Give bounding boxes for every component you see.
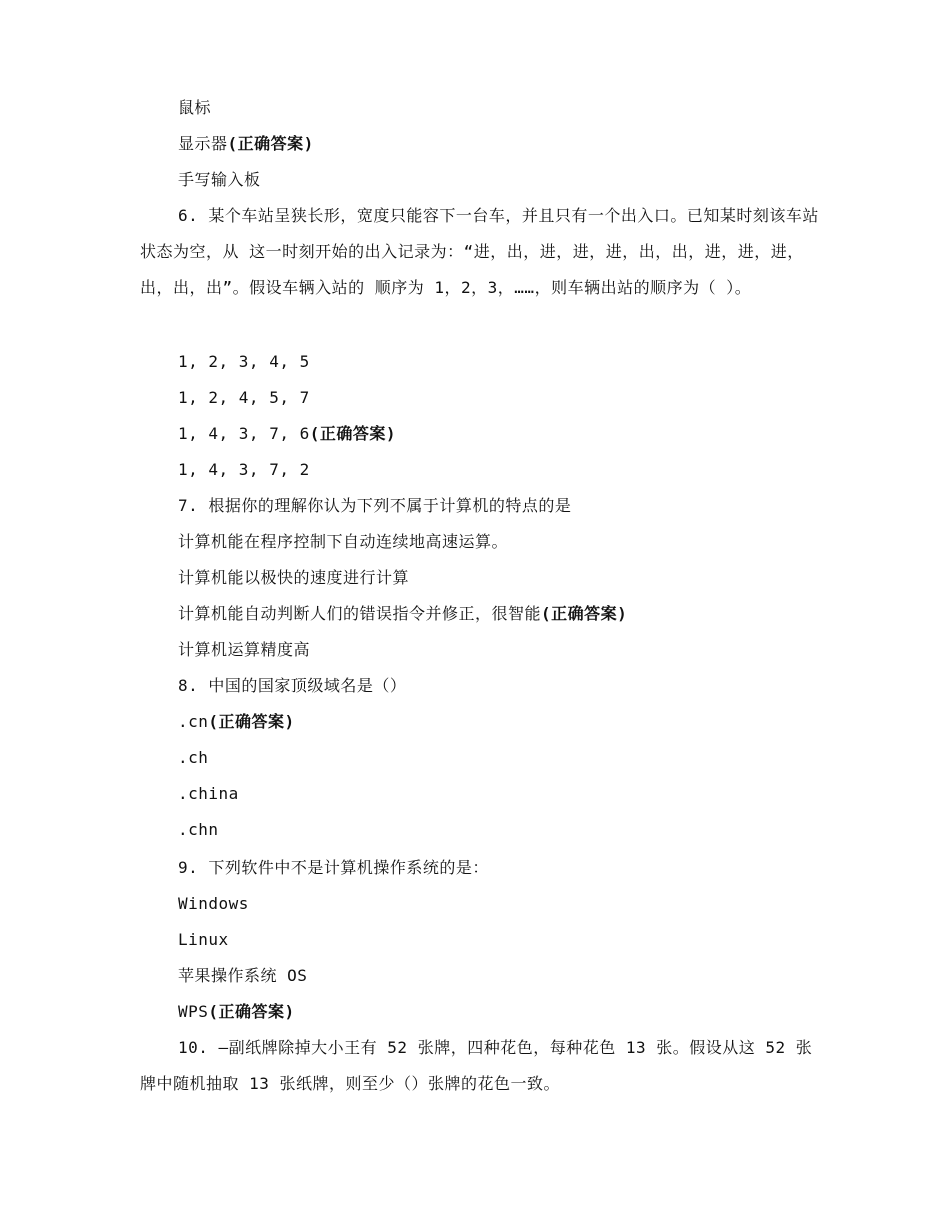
option-text: .chn [178,820,219,839]
question-text: 9. 下列软件中不是计算机操作系统的是： [178,858,489,877]
option-text: 1, 4, 3, 7, 6 [178,424,310,443]
option-text: 显示器 [178,134,228,153]
question-10: 10. —副纸牌除掉大小王有 52 张牌，四种花色，每种花色 13 张。假设从这 52 张牌中随机抽取 13 张纸牌，则至少（）张牌的花色一致。 [140,1038,813,1093]
option-text: 手写输入板 [178,170,261,189]
option-tablet [178,170,261,190]
q6-option-a [178,352,310,372]
option-text: 计算机运算精度高 [178,640,311,659]
question-text: 7. 根据你的理解你认为下列不属于计算机的特点的是 [178,496,572,515]
option-text: 1, 2, 3, 4, 5 [178,352,310,371]
option-text: WPS [178,1002,209,1021]
question-9 [178,858,489,878]
q6-option-d [178,460,310,480]
option-text: .china [178,784,239,803]
option-text: 计算机能以极快的速度进行计算 [178,568,410,587]
option-text: 计算机能在程序控制下自动连续地高速运算。 [178,532,509,551]
q8-option-a [178,712,295,732]
q6-option-c [178,424,396,444]
correct-answer-mark: (正确答案) [227,134,314,153]
q9-option-a [178,894,249,914]
option-text: 计算机能自动判断人们的错误指令并修正，很智能 [178,604,542,623]
correct-answer-mark: (正确答案) [309,424,397,443]
correct-answer-mark: (正确答案) [208,712,295,731]
question-8 [178,676,406,696]
option-mouse [178,98,211,118]
option-text: 鼠标 [178,98,212,117]
option-text: 1, 4, 3, 7, 2 [178,460,310,479]
q9-option-c [178,966,307,986]
q7-option-a [178,532,508,552]
question-6: 6. 某个车站呈狭长形，宽度只能容下一台车，并且只有一个出入口。已知某时刻该车站状态为空，从 这一时刻开始的出入记录为：“进，出，进，进，进，出，出，进，进，进，出，出，出”。假设车辆入站的 顺序为 1，2，3，……，则车辆出站的顺序为（ ）。 [140,206,819,297]
q8-option-c [178,784,239,804]
q9-option-d [178,1002,295,1022]
q7-option-c [178,604,627,624]
q8-option-b [178,748,208,768]
correct-answer-mark: (正确答案) [208,1002,295,1021]
q6-option-b [178,388,310,408]
option-text: .ch [178,748,209,767]
question-text: 8. 中国的国家顶级域名是（） [178,676,407,695]
q9-option-b [178,930,229,950]
question-7 [178,496,571,516]
q7-option-d [178,640,310,660]
option-text: 苹果操作系统 OS [178,966,308,985]
q7-option-b [178,568,409,588]
option-text: 1, 2, 4, 5, 7 [178,388,310,407]
q8-option-d [178,820,219,840]
option-text: Windows [178,894,249,913]
option-text: .cn [178,712,209,731]
option-monitor [178,134,314,154]
correct-answer-mark: (正确答案) [541,604,628,623]
option-text: Linux [178,930,229,949]
